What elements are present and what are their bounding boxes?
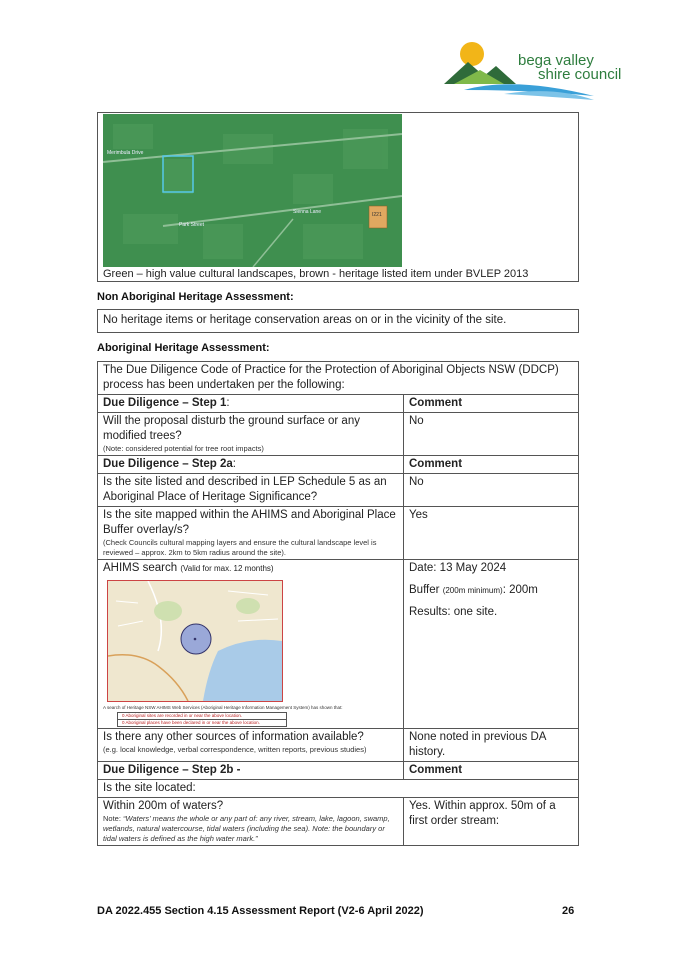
footer-text: DA 2022.455 Section 4.15 Assessment Report (V2-6 April 2022) (97, 905, 424, 917)
table-row (98, 362, 579, 395)
step2b-header: Due Diligence – Step 2b - (98, 762, 404, 780)
step1-header: Due Diligence – Step 1: (98, 395, 404, 413)
logo-text-line1: bega valley (518, 52, 594, 69)
question-cell: Will the proposal disturb the ground surface or any modified trees? (Note: considered potential for tree root impacts) (98, 413, 404, 456)
answer-cell: No (404, 413, 579, 456)
ahims-legend (117, 712, 287, 727)
ahims-map-caption: A search of Heritage NSW AHIMS Web Services (Aboriginal Heritage Information Management System) has shown that: (103, 705, 343, 710)
comment-header: Comment (404, 456, 579, 474)
logo-text-line2: shire council (538, 66, 622, 83)
table-row (98, 413, 579, 456)
table-row (98, 507, 579, 560)
due-diligence-table (97, 361, 579, 846)
answer-cell: None noted in previous DA history. (404, 729, 579, 762)
ahims-result-cell (404, 560, 579, 729)
non-aboriginal-text: No heritage items or heritage conservation areas on or in the vicinity of the site. (97, 309, 579, 333)
ahims-results: Results: one site. (409, 606, 498, 618)
question-cell: Is the site mapped within the AHIMS and Aboriginal Place Buffer overlay/s? (Check Councils cultural mapping layers and ensure the cultural landscape level is reviewed – approx. 2km to 5km radius around the site). (98, 507, 404, 560)
table-row (98, 474, 579, 507)
map-street-label: Merimbula Drive (107, 150, 144, 156)
map-street-label: Sienna Lane (293, 209, 322, 215)
ahims-legend-line: 0 Aboriginal sites are recorded in or near the above location. (118, 713, 286, 720)
ahims-map (107, 580, 283, 702)
table-row (98, 395, 579, 413)
question-cell: Is there any other sources of information available? (e.g. local knowledge, verbal correspondence, written reports, previous studies) (98, 729, 404, 762)
located-cell: Is the site located: (98, 780, 579, 798)
answer-cell: Yes (404, 507, 579, 560)
table-row (98, 456, 579, 474)
question-cell: Is the site listed and described in LEP Schedule 5 as an Aboriginal Place of Heritage Significance? (98, 474, 404, 507)
table-row (98, 762, 579, 780)
non-aboriginal-heading: Non Aboriginal Heritage Assessment: (97, 291, 294, 303)
aboriginal-heading: Aboriginal Heritage Assessment: (97, 342, 270, 354)
ahims-cell: AHIMS search (Valid for max. 12 months) A search of Heritage NSW AHIMS Web Services (Aboriginal Heritage Information Management System) has shown that: 0 Aboriginal sites are recorded in or near the above location. 0 Aboriginal places have been declared in or near the above location. (98, 560, 404, 729)
comment-header: Comment (404, 395, 579, 413)
step2a-header: Due Diligence – Step 2a: (98, 456, 404, 474)
ahims-date: Date: 13 May 2024 (409, 562, 507, 574)
cultural-map-box (97, 112, 579, 282)
table-row (98, 780, 579, 798)
table-row (98, 729, 579, 762)
cultural-landscape-map (103, 114, 402, 267)
map-street-label: Park Street (179, 222, 205, 228)
page-number: 26 (562, 905, 575, 917)
map-caption: Green – high value cultural landscapes, brown - heritage listed item under BVLEP 2013 (103, 268, 529, 280)
table-row (98, 560, 579, 729)
answer-cell: Yes. Within approx. 50m of a first order stream: (404, 798, 579, 846)
ahims-buffer: Buffer (200m minimum): 200m (409, 584, 538, 596)
ahims-legend-line: 0 Aboriginal places have been declared in or near the above location. (122, 720, 260, 725)
question-cell: Within 200m of waters? Note: “Waters’ means the whole or any part of: any river, stream, lake, lagoon, swamp, wetlands, natural watercourse, tidal waters (including the sea). Note: the boundary or tidal waters is defined as the high water mark.” (98, 798, 404, 846)
map-item-label: I221 (372, 212, 382, 218)
intro-cell: The Due Diligence Code of Practice for the Protection of Aboriginal Objects NSW (DDCP) process has been undertaken per the following: (98, 362, 579, 395)
answer-cell: No (404, 474, 579, 507)
comment-header: Comment (404, 762, 579, 780)
table-row (98, 798, 579, 846)
